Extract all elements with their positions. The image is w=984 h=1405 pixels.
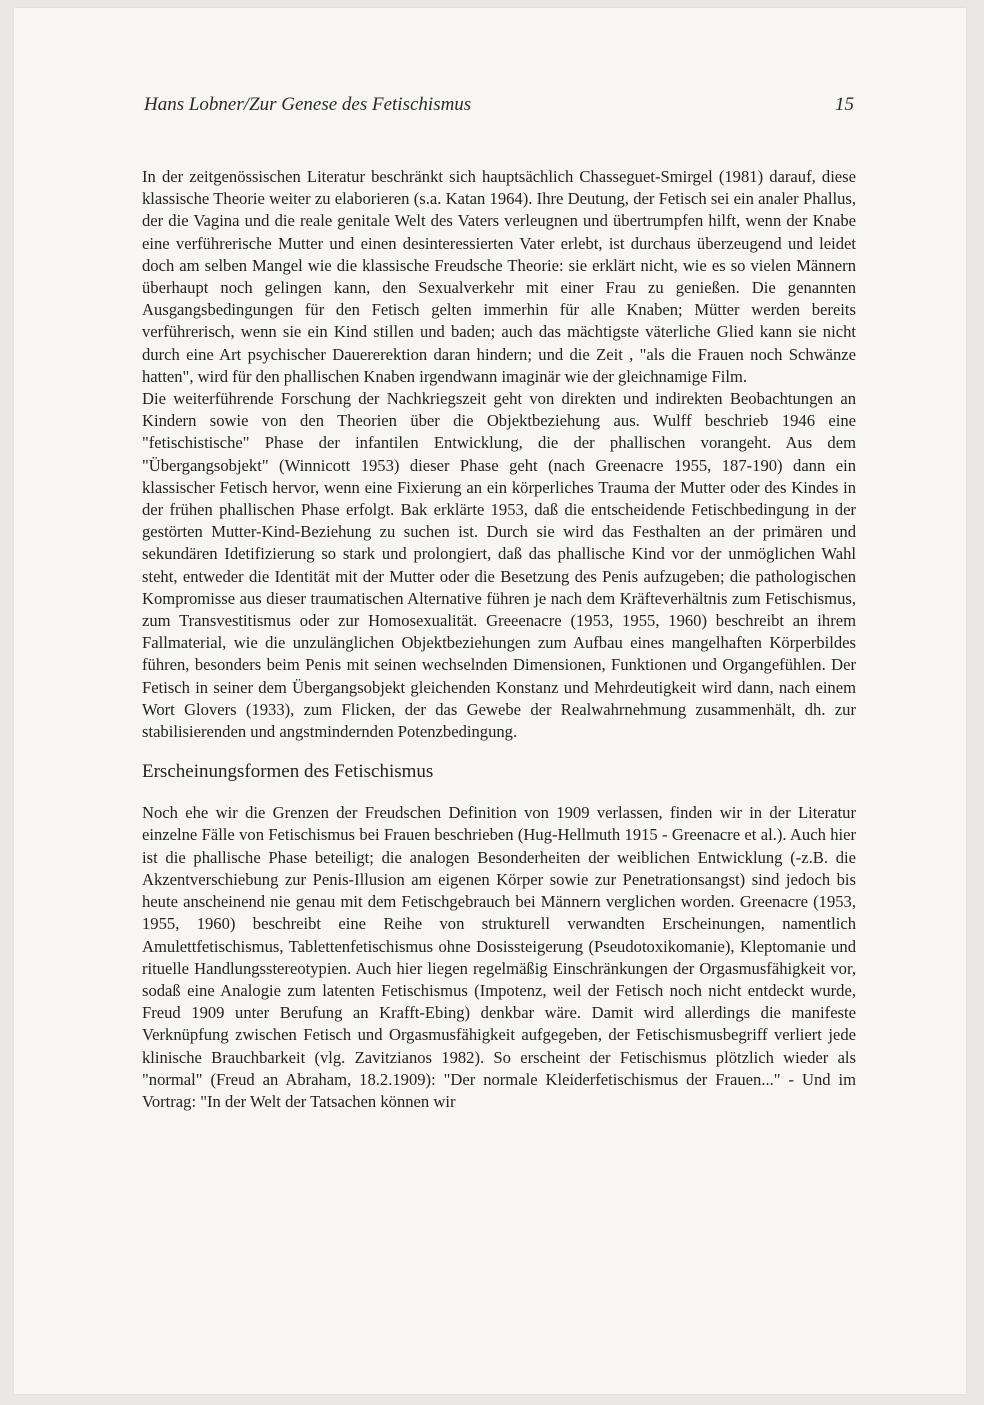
paragraph-2: Die weiterführende Forschung der Nachkriegszeit geht von direkten und indirekten Beobachtungen an Kindern sowie von den Theorien über die Objektbeziehung aus. Wulff beschrieb 1946 eine "fetischistische" Phase der infantilen Entwicklung, die der phallischen vorangeht. Aus dem "Übergangsobjekt" (Winnicott 1953) dieser Phase geht (nach Greenacre 1955, 187-190) dann ein klassischer Fetisch hervor, wenn eine Fixierung an ein körperliches Trauma der Mutter oder des Kindes in der frühen phallischen Phase erfolgt. Bak erklärte 1953, daß die entscheidende Fetischbedingung in der gestörten Mutter-Kind-Beziehung zu suchen ist. Durch sie wird das Festhalten an der primären und sekundären Idetifizierung so stark und prolongiert, daß das phallische Kind vor der unmöglichen Wahl steht, entweder die Identität mit der Mutter oder die Besetzung des Penis aufzugeben; die pathologischen Kompromisse aus dieser traumatischen Alternative führen je nach dem Kräfteverhältnis zum Fetischismus, zum Transvestitismus oder zur Homosexualität. Greeenacre (1953, 1955, 1960) beschreibt an ihrem Fallmaterial, wie die unzulänglichen Objektbeziehungen zum Aufbau eines mangelhaften Körperbildes führen, besonders beim Penis mit seinen wechselnden Dimensionen, Funktionen und Organgefühlen. Der Fetisch in seiner dem Übergangsobjekt gleichenden Konstanz und Mehrdeutigkeit wird dann, nach einem Wort Glovers (1933), zum Flicken, der das Gewebe der Realwahrnehmung zusammenhält, dh. zur stabilisierenden und angstmindernden Potenzbedingung. xyxy=(142,389,856,742)
main-text xyxy=(142,166,856,1113)
section-paragraph: Noch ehe wir die Grenzen der Freudschen Definition von 1909 verlassen, finden wir in der Literatur einzelne Fälle von Fetischismus bei Frauen beschrieben (Hug-Hellmuth 1915 - Greenacre et al.). Auch hier ist die phallische Phase beteiligt; die analogen Besonderheiten der weiblichen Entwicklung (-z.B. die Akzentverschiebung zur Penis-Illusion am eigenen Körper sowie zur Penetrationsangst) sind jedoch bis heute anscheinend nie genau mit dem Fetischgebrauch bei Männern verglichen worden. Greenacre (1953, 1955, 1960) beschreibt eine Reihe von strukturell verwandten Erscheinungen, namentlich Amulettfetischismus, Tablettenfetischismus ohne Dosissteigerung (Pseudotoxikomanie), Kleptomanie und rituelle Handlungsstereotypien. Auch hier liegen regelmäßig Einschränkungen der Orgasmusfähigkeit vor, sodaß eine Analogie zum latenten Fetischismus (Impotenz, weil der Fetisch noch nicht entdeckt wurde, Freud 1909 unter Berufung an Krafft-Ebing) denkbar wäre. Damit wird allerdings die manifeste Verknüpfung zwischen Fetisch und Orgasmusfähigkeit aufgegeben, der Fetischismusbegriff verliert jede klinische Brauchbarkeit (vlg. Zavitzianos 1982). So erscheint der Fetischismus plötzlich wieder als "normal" (Freud an Abraham, 18.2.1909): "Der normale Kleiderfetischismus der Frauen..." - Und im Vortrag: "In der Welt der Tatsachen können wir xyxy=(142,803,856,1111)
paragraph-1: In der zeitgenössischen Literatur beschränkt sich hauptsächlich Chasseguet-Smirgel (1981) darauf, diese klassische Theorie weiter zu elaborieren (s.a. Katan 1964). Ihre Deutung, der Fetisch sei ein analer Phallus, der die Vagina und die reale genitale Welt des Vaters verleugnen und übertrumpfen hilft, wenn der Knabe eine verführerische Mutter und einen desinteressierten Vater erlebt, ist durchaus überzeugend und leidet doch am selben Mangel wie die klassische Freudsche Theorie: sie erklärt nicht, wie es so vielen Männern überhaupt noch gelingen kann, den Sexualverkehr mit einer Frau zu genießen. Die genannten Ausgangsbedingungen für den Fetisch gelten immerhin für alle Knaben; Mütter werden bereits verführerisch, wenn sie ein Kind stillen und baden; auch das mächtigste väterliche Glied kann sie nicht durch eine Art psychischer Dauererektion daran hindern; und die Zeit , "als die Frauen noch Schwänze hatten", wird für den phallischen Knaben irgendwann imaginär wie der gleichnamige Film. xyxy=(142,167,856,386)
section-heading: Erscheinungsformen des Fetischismus xyxy=(142,761,434,783)
running-title: Hans Lobner/Zur Genese des Fetischismus xyxy=(144,94,472,115)
page-number: 15 xyxy=(835,94,854,115)
